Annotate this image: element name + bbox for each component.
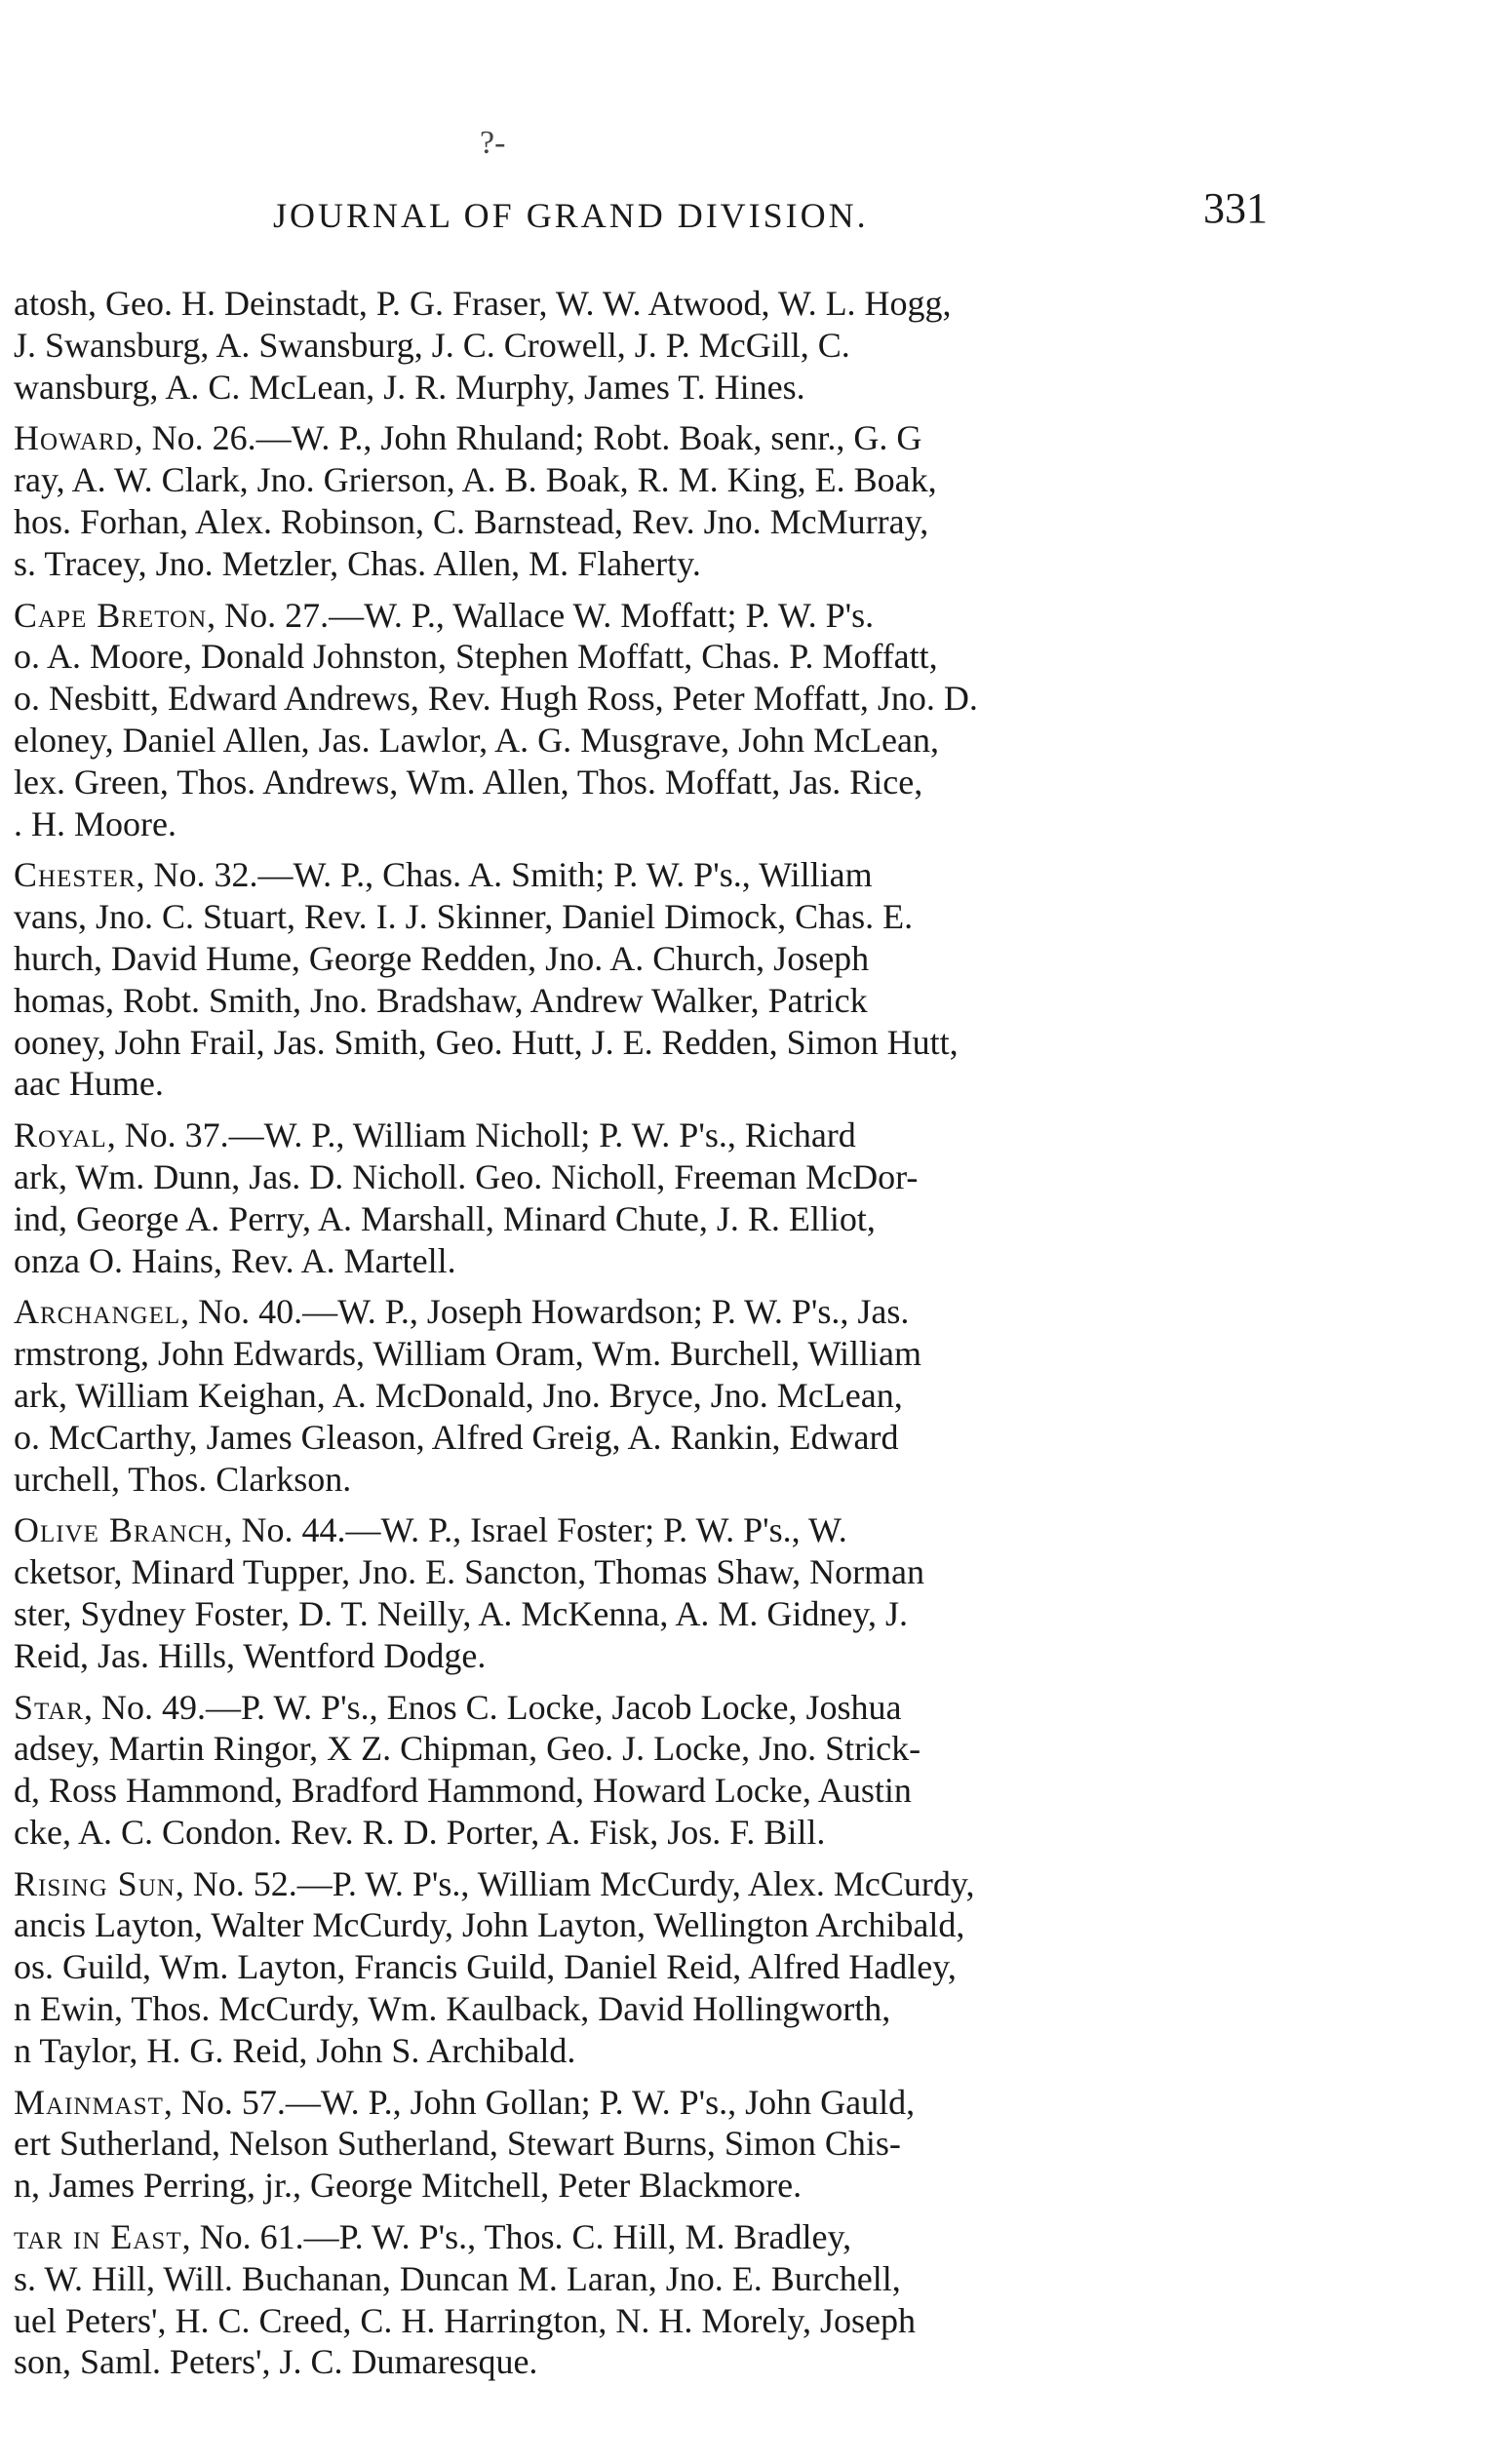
- text-line: [14, 896, 1281, 938]
- line-text: ooney, John Frail, Jas. Smith, Geo. Hutt, J. E. Redden, Simon Hutt,: [14, 1022, 959, 1062]
- line-text: n Ewin, Thos. McCurdy, Wm. Kaulback, David Hollingworth,: [14, 1989, 891, 2029]
- division-name: Chester: [14, 855, 137, 895]
- text-line: [14, 1812, 1281, 1854]
- line-text: Reid, Jas. Hills, Wentford Dodge.: [14, 1635, 487, 1675]
- line-text: eloney, Daniel Allen, Jas. Lawlor, A. G. Musgrave, John McLean,: [14, 720, 940, 760]
- text-line: [14, 854, 1281, 896]
- division-entry: [14, 2216, 1281, 2383]
- text-line: [14, 367, 1281, 409]
- line-text: wansburg, A. C. McLean, J. R. Murphy, James T. Hines.: [14, 367, 805, 407]
- line-text: rmstrong, John Edwards, William Oram, Wm. Burchell, William: [14, 1334, 921, 1374]
- division-name: Olive Branch: [14, 1510, 224, 1550]
- text-line: [14, 1291, 1281, 1333]
- text-line: [14, 501, 1281, 543]
- line-text: ark, William Keighan, A. McDonald, Jno. Bryce, Jno. McLean,: [14, 1375, 903, 1415]
- text-line: [14, 543, 1281, 585]
- division-entry: [14, 1115, 1281, 1281]
- division-name: Rising Sun: [14, 1863, 176, 1903]
- text-line: [14, 1988, 1281, 2030]
- division-entry: [14, 1291, 1281, 1500]
- division-name: Mainmast: [14, 2082, 164, 2122]
- line-text: homas, Robt. Smith, Jno. Bradshaw, Andrew Walker, Patrick: [14, 980, 868, 1020]
- text-line: [14, 720, 1281, 762]
- line-text: d, Ross Hammond, Bradford Hammond, Howard Locke, Austin: [14, 1771, 912, 1811]
- text-line: [14, 1770, 1281, 1812]
- line-text: o. McCarthy, James Gleason, Alfred Greig, A. Rankin, Edward: [14, 1417, 899, 1457]
- division-entry: [14, 283, 1281, 408]
- line-text: ind, George A. Perry, A. Marshall, Minard Chute, J. R. Elliot,: [14, 1198, 876, 1238]
- text-line: [14, 1863, 1281, 1905]
- line-text: os. Guild, Wm. Layton, Francis Guild, Daniel Reid, Alfred Hadley,: [14, 1947, 957, 1987]
- text-line: [14, 1593, 1281, 1635]
- line-text: , No. 57.—W. P., John Gollan; P. W. P's., John Gauld,: [163, 2082, 916, 2122]
- body-text: [14, 283, 1281, 2393]
- line-text: ray, A. W. Clark, Jno. Grierson, A. B. Boak, R. M. King, E. Boak,: [14, 460, 937, 500]
- line-text: s. Tracey, Jno. Metzler, Chas. Allen, M. Flaherty.: [14, 543, 701, 583]
- division-name: tar in East: [14, 2217, 182, 2257]
- text-line: [14, 417, 1281, 459]
- text-line: [14, 325, 1281, 367]
- text-line: [14, 1509, 1281, 1551]
- line-text: , No. 37.—W. P., William Nicholl; P. W. P's., Richard: [106, 1115, 856, 1155]
- text-line: [14, 1240, 1281, 1282]
- text-line: [14, 762, 1281, 803]
- division-name: Star: [14, 1687, 85, 1727]
- text-line: [14, 1417, 1281, 1459]
- text-line: [14, 2300, 1281, 2342]
- text-line: [14, 459, 1281, 501]
- text-line: [14, 283, 1281, 325]
- line-text: n, James Perring, jr., George Mitchell, Peter Blackmore.: [14, 2166, 803, 2206]
- text-line: [14, 595, 1281, 637]
- line-text: n Taylor, H. G. Reid, John S. Archibald.: [14, 2030, 576, 2070]
- line-text: ark, Wm. Dunn, Jas. D. Nicholl. Geo. Nicholl, Freeman McDor-: [14, 1156, 919, 1196]
- text-line: [14, 1198, 1281, 1240]
- text-line: [14, 938, 1281, 980]
- division-name: Cape Breton: [14, 595, 208, 635]
- text-line: [14, 980, 1281, 1022]
- line-text: adsey, Martin Ringor, X Z. Chipman, Geo. J. Locke, Jno. Strick-: [14, 1729, 921, 1769]
- line-text: cke, A. C. Condon. Rev. R. D. Porter, A. Fisk, Jos. F. Bill.: [14, 1812, 826, 1852]
- ink-mark: ?-: [480, 125, 506, 161]
- line-text: , No. 61.—P. W. P's., Thos. C. Hill, M. Bradley,: [181, 2217, 852, 2257]
- division-name: Archangel: [14, 1292, 181, 1332]
- text-line: [14, 2082, 1281, 2124]
- text-line: [14, 803, 1281, 845]
- text-line: [14, 1115, 1281, 1156]
- line-text: , No. 27.—W. P., Wallace W. Moffatt; P. W. P's.: [207, 595, 875, 635]
- line-text: son, Saml. Peters', J. C. Dumaresque.: [14, 2342, 538, 2382]
- division-name: Howard: [14, 418, 135, 458]
- text-line: [14, 678, 1281, 720]
- page-header: [273, 183, 1268, 242]
- text-line: [14, 636, 1281, 678]
- division-entry: [14, 1863, 1281, 2072]
- line-text: J. Swansburg, A. Swansburg, J. C. Crowell, J. P. McGill, C.: [14, 325, 850, 365]
- text-line: [14, 1728, 1281, 1770]
- text-line: [14, 1333, 1281, 1375]
- line-text: o. A. Moore, Donald Johnston, Stephen Moffatt, Chas. P. Moffatt,: [14, 637, 938, 677]
- line-text: , No. 26.—W. P., John Rhuland; Robt. Boak, senr., G. G: [134, 418, 922, 458]
- line-text: cketsor, Minard Tupper, Jno. E. Sancton, Thomas Shaw, Norman: [14, 1552, 925, 1592]
- line-text: hurch, David Hume, George Redden, Jno. A. Church, Joseph: [14, 938, 870, 978]
- text-line: [14, 1904, 1281, 1946]
- line-text: onza O. Hains, Rev. A. Martell.: [14, 1240, 456, 1280]
- page-number: 331: [1203, 184, 1268, 232]
- line-text: ster, Sydney Foster, D. T. Neilly, A. McKenna, A. M. Gidney, J.: [14, 1593, 909, 1633]
- text-line: [14, 2030, 1281, 2072]
- line-text: . H. Moore.: [14, 803, 176, 843]
- text-line: [14, 2165, 1281, 2207]
- text-line: [14, 1551, 1281, 1593]
- text-line: [14, 1063, 1281, 1105]
- line-text: hos. Forhan, Alex. Robinson, C. Barnstead, Rev. Jno. McMurray,: [14, 501, 929, 541]
- division-entry: [14, 1509, 1281, 1676]
- division-entry: [14, 1687, 1281, 1854]
- text-line: [14, 1687, 1281, 1729]
- text-line: [14, 1156, 1281, 1198]
- text-line: [14, 1946, 1281, 1988]
- text-line: [14, 1022, 1281, 1064]
- line-text: atosh, Geo. H. Deinstadt, P. G. Fraser, W. W. Atwood, W. L. Hogg,: [14, 284, 952, 323]
- line-text: , No. 40.—W. P., Joseph Howardson; P. W. P's., Jas.: [180, 1292, 910, 1332]
- line-text: s. W. Hill, Will. Buchanan, Duncan M. Laran, Jno. E. Burchell,: [14, 2258, 901, 2298]
- line-text: o. Nesbitt, Edward Andrews, Rev. Hugh Ross, Peter Moffatt, Jno. D.: [14, 679, 978, 719]
- division-entry: [14, 2082, 1281, 2207]
- text-line: [14, 1635, 1281, 1677]
- text-line: [14, 1459, 1281, 1501]
- line-text: , No. 49.—P. W. P's., Enos C. Locke, Jacob Locke, Joshua: [84, 1687, 902, 1727]
- text-line: [14, 2341, 1281, 2383]
- line-text: , No. 32.—W. P., Chas. A. Smith; P. W. P's., William: [136, 855, 873, 895]
- line-text: lex. Green, Thos. Andrews, Wm. Allen, Thos. Moffatt, Jas. Rice,: [14, 762, 923, 802]
- text-line: [14, 2216, 1281, 2258]
- line-text: urchell, Thos. Clarkson.: [14, 1459, 352, 1499]
- division-entry: [14, 595, 1281, 845]
- text-line: [14, 1375, 1281, 1417]
- line-text: ancis Layton, Walter McCurdy, John Layton, Wellington Archibald,: [14, 1905, 965, 1945]
- line-text: , No. 52.—P. W. P's., William McCurdy, Alex. McCurdy,: [175, 1863, 975, 1903]
- text-line: [14, 2123, 1281, 2165]
- division-entry: [14, 417, 1281, 584]
- line-text: uel Peters', H. C. Creed, C. H. Harrington, N. H. Morely, Joseph: [14, 2300, 917, 2340]
- division-name: Royal: [14, 1115, 107, 1155]
- line-text: ert Sutherland, Nelson Sutherland, Stewart Burns, Simon Chis-: [14, 2124, 901, 2164]
- line-text: , No. 44.—W. P., Israel Foster; P. W. P's., W.: [223, 1510, 847, 1550]
- running-title: JOURNAL OF GRAND DIVISION.: [273, 196, 869, 235]
- text-line: [14, 2258, 1281, 2300]
- division-entry: [14, 854, 1281, 1105]
- line-text: aac Hume.: [14, 1064, 164, 1104]
- line-text: vans, Jno. C. Stuart, Rev. I. J. Skinner, Daniel Dimock, Chas. E.: [14, 897, 914, 937]
